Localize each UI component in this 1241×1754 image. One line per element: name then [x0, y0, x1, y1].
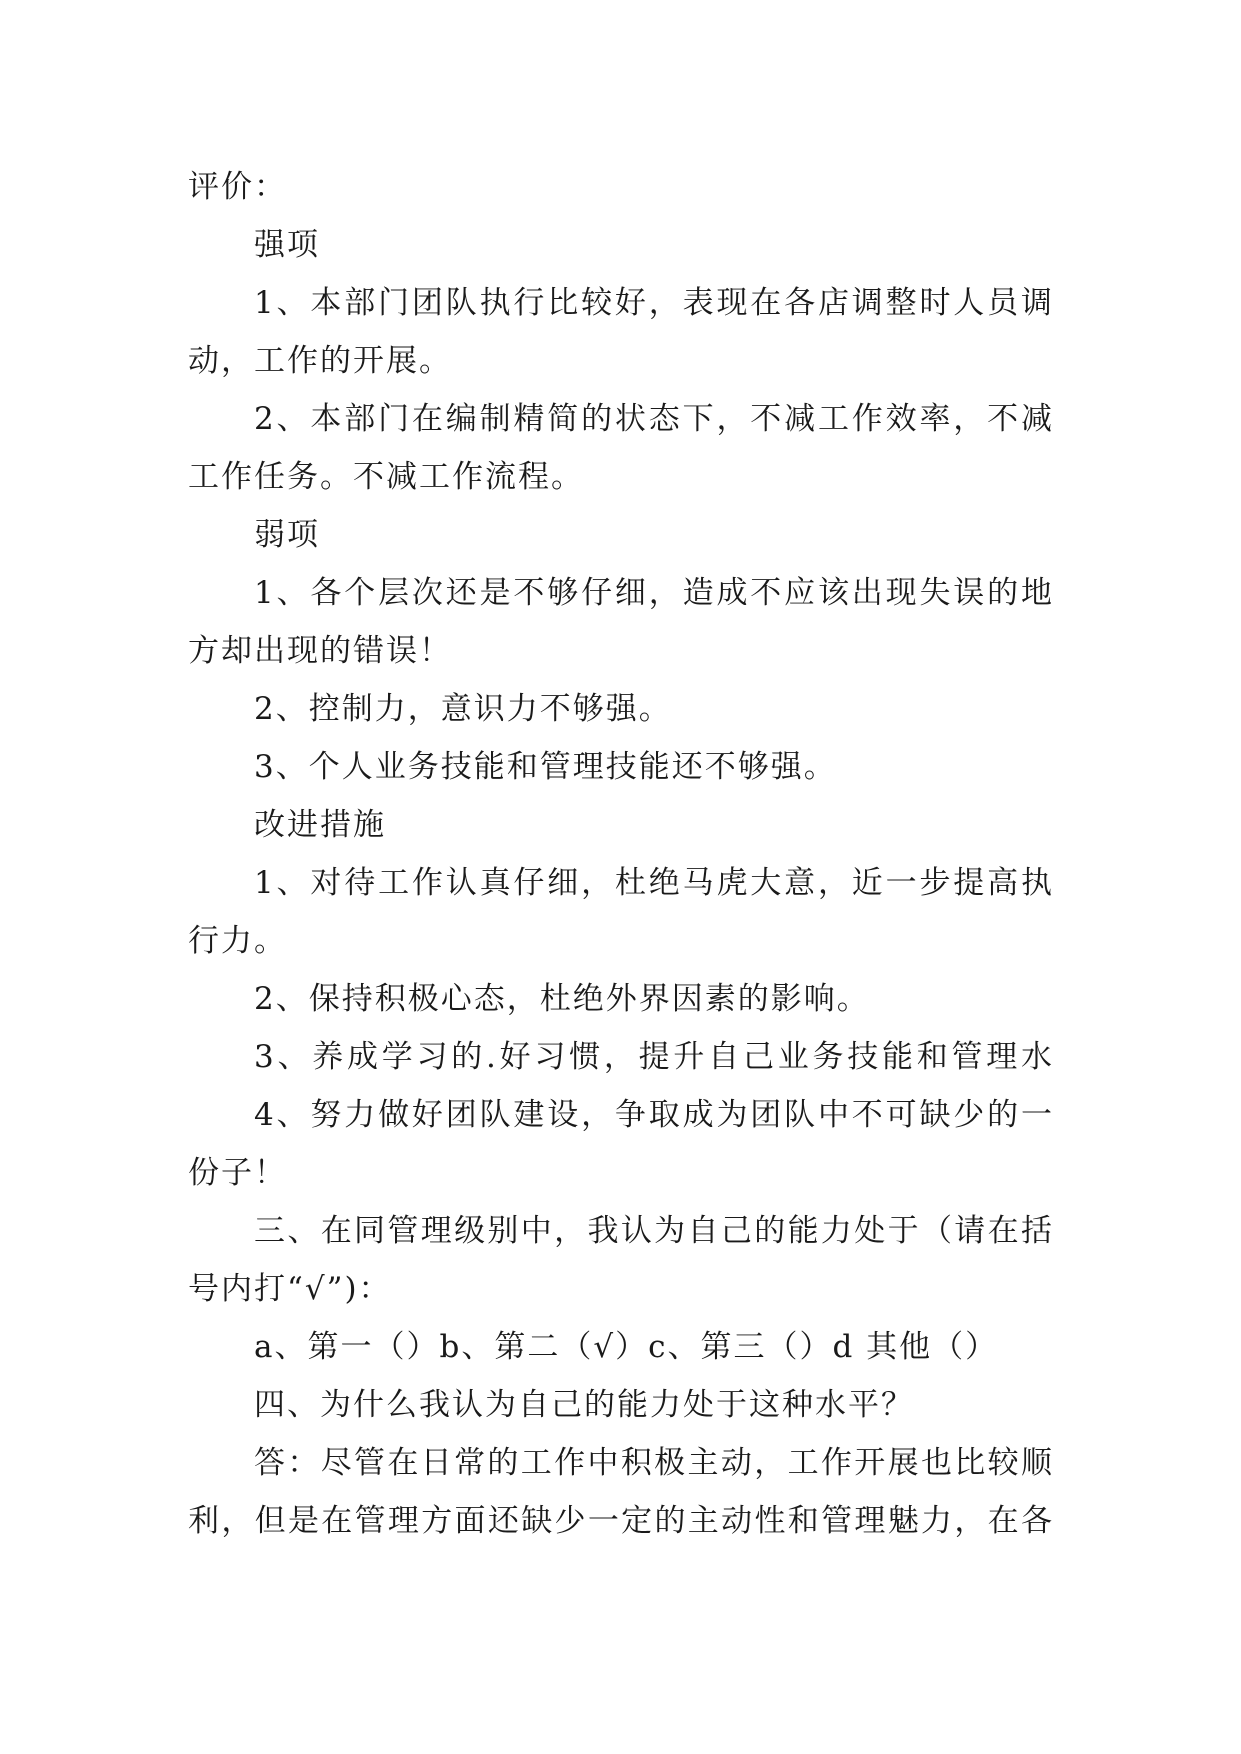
text-line: 1、各个层次还是不够仔细，造成不应该出现失误的地: [254, 575, 1054, 611]
text-line: 2、本部门在编制精简的状态下，不减工作效率，不减: [254, 401, 1054, 437]
text-line: 工作任务。不减工作流程。: [188, 459, 584, 495]
rating-options: a、第一（）b、第二（√）c、第三（）d 其他（）: [254, 1329, 999, 1365]
text-line: 四、为什么我认为自己的能力处于这种水平？: [254, 1387, 914, 1423]
text-line: 方却出现的错误！: [188, 633, 452, 669]
text-line: 1、本部门团队执行比较好，表现在各店调整时人员调: [254, 285, 1054, 321]
section-heading-improvements: 改进措施: [254, 807, 386, 843]
document-body: [188, 158, 1054, 1550]
text-line: 3、养成学习的.好习惯，提升自己业务技能和管理水: [254, 1039, 1054, 1075]
text-line: 答：尽管在日常的工作中积极主动，工作开展也比较顺: [254, 1445, 1054, 1481]
text-line: 份子！: [188, 1155, 287, 1191]
text-line: 评价：: [188, 169, 287, 205]
text-line: 2、控制力，意识力不够强。: [254, 691, 672, 727]
section-heading-strengths: 强项: [254, 227, 320, 263]
text-line: 2、保持积极心态，杜绝外界因素的影响。: [254, 981, 870, 1017]
text-line: 3、个人业务技能和管理技能还不够强。: [254, 749, 837, 785]
text-line: 利，但是在管理方面还缺少一定的主动性和管理魅力，在各: [188, 1503, 1054, 1539]
text-line: 号内打“√”)：: [188, 1271, 392, 1307]
text-line: 动，工作的开展。: [188, 343, 452, 379]
text-line: 三、在同管理级别中，我认为自己的能力处于（请在括: [254, 1213, 1054, 1249]
text-line: 行力。: [188, 923, 287, 959]
text-line: 1、对待工作认真仔细，杜绝马虎大意，近一步提高执: [254, 865, 1054, 901]
section-heading-weaknesses: 弱项: [254, 517, 320, 553]
text-line: 4、努力做好团队建设，争取成为团队中不可缺少的一: [254, 1097, 1054, 1133]
